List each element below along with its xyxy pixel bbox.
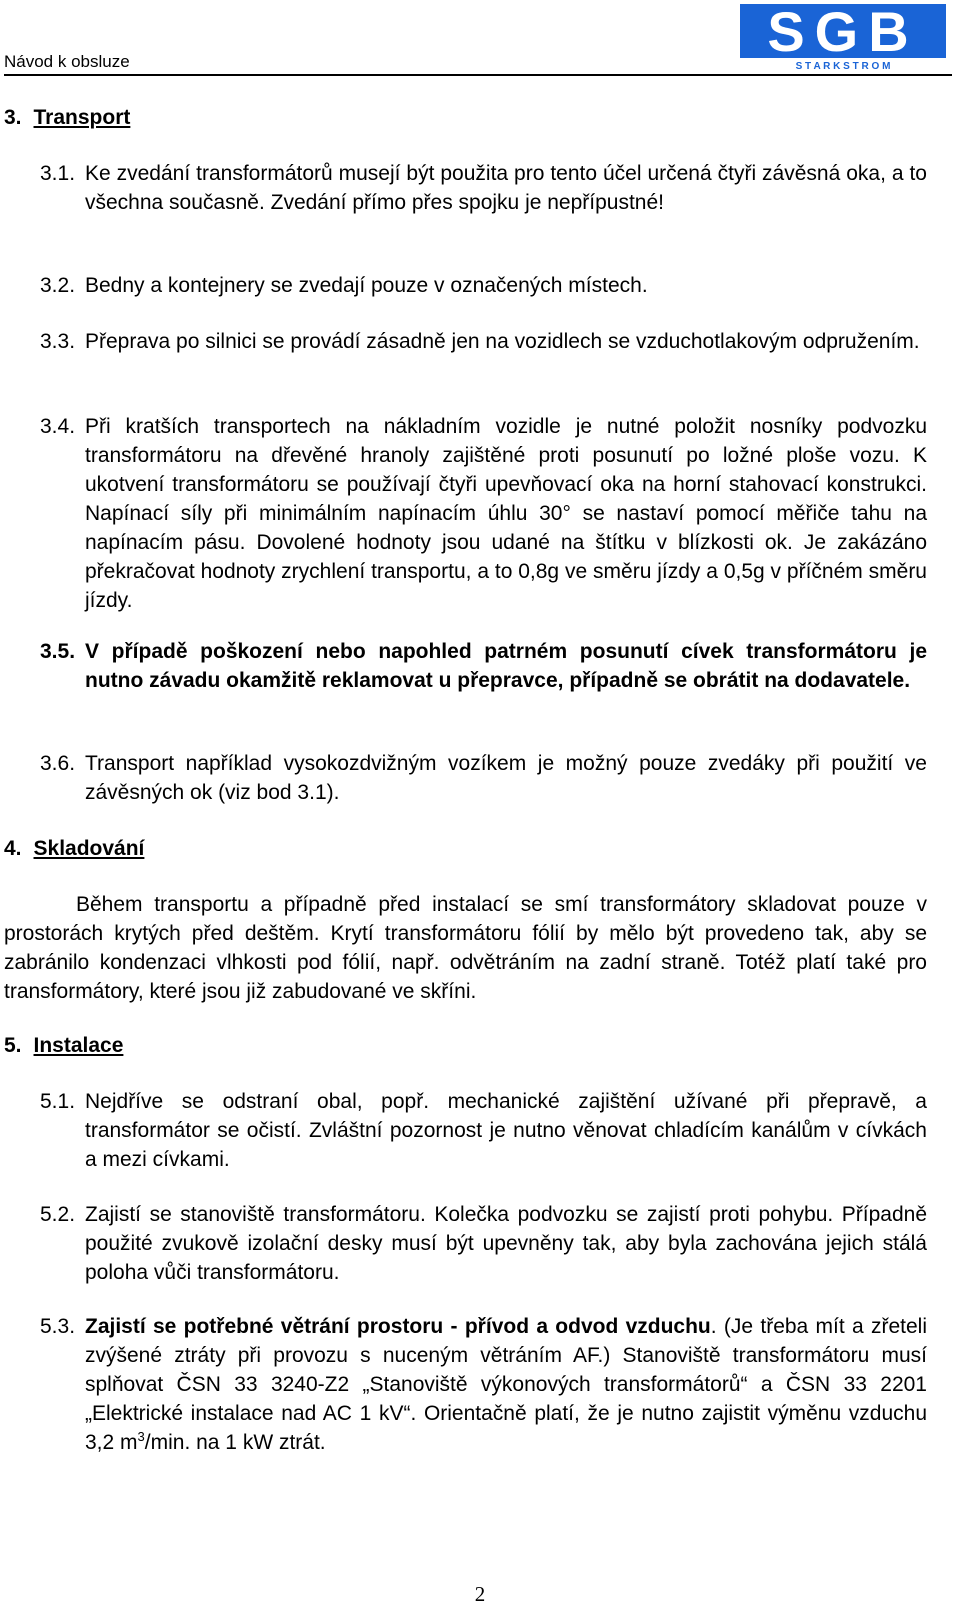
svg-text:S T A R K S T R O M: S T A R K S T R O M [795, 61, 891, 71]
item-text: Bedny a kontejnery se zvedají pouze v označených místech. [85, 274, 648, 297]
page-header [0, 0, 960, 80]
item-number: 5.1. [40, 1090, 76, 1113]
item-number: 3.2. [40, 274, 76, 297]
section-heading-skladovani [4, 834, 144, 863]
item-text [85, 1312, 927, 1457]
warning-text: V případě poškození nebo napohled patrném posunutí cívek transformátoru je nutno závadu okamžitě reklamovat u přepravce, případně se obrátit na dodavatele. [85, 640, 927, 692]
item-text: Nejdříve se odstraní obal, popř. mechanické zajištění užívané při přepravě, a transformátor se očistí. Zvláštní pozornost je nutno věnovat chladícím kanálům v cívkách a mezi cívkami. [85, 1090, 927, 1171]
item-number: 3.4. [40, 415, 76, 438]
item-text: Ke zvedání transformátorů musejí být použita pro tento účel určená čtyři závěsná oka, a to všechna současně. Zvedání přímo přes spojku je nepřípustné! [85, 162, 927, 214]
ventilation-details-end: /min. na 1 kW ztrát. [144, 1431, 326, 1454]
item-text: Transport například vysokozdvižným vozíkem je možný pouze zvedáky při použití ve závěsných ok (viz bod 3.1). [85, 752, 927, 804]
section-heading-transport [4, 103, 130, 132]
item-number: 3.5. [40, 640, 76, 663]
item-text: Zajistí se stanoviště transformátoru. Kolečka podvozku se zajistí proti pohybu. Případně použité zvukově izolační desky musí být upevněny tak, aby byla zachována jejich stálá poloha vůči transformátoru. [85, 1203, 927, 1284]
item-number: 5.2. [40, 1203, 76, 1226]
item-number: 3.1. [40, 162, 76, 185]
ventilation-requirement: Zajistí se potřebné větrání prostoru - přívod a odvod vzduchu [85, 1315, 711, 1338]
svg-text:SGB: SGB [767, 4, 919, 63]
section-title: Instalace [33, 1034, 124, 1057]
item-number: 5.3. [40, 1315, 76, 1338]
section-number: 3. [4, 106, 22, 129]
section-heading-instalace [4, 1031, 123, 1060]
item-number: 3.6. [40, 752, 76, 775]
section-number: 5. [4, 1034, 22, 1057]
sgb-starkstrom-logo [740, 4, 946, 71]
section-title: Skladování [33, 837, 145, 860]
storage-paragraph: Během transportu a případně před instalací se smí transformátory skladovat pouze v prostorách krytých před deštěm. Krytí transformátoru fólií by mělo být provedeno tak, aby se zabránilo kondenzaci vlhkosti pod fólií, např. odvětráním na zadní straně. Totéž platí také pro transformátory, které jsou již zabudované ve skříni. [4, 893, 927, 1003]
header-divider [4, 74, 952, 76]
section-number: 4. [4, 837, 22, 860]
page-number: 2 [474, 1582, 486, 1606]
item-text: Přeprava po silnici se provádí zásadně jen na vozidlech se vzduchotlakovým odpružením. [85, 330, 920, 353]
section-title: Transport [33, 106, 131, 129]
item-text: Při kratších transportech na nákladním vozidle je nutné položit nosníky podvozku transformátoru na dřevěné hranoly zajištěné proti posunutí po ložné ploše vozu. K ukotvení transformátoru se používají čtyři upevňovací oka na horní stahovací konstrukci. Napínací síly při minimálním napínacím úhlu 30° se nastaví pomocí měřiče tahu na napínacím pásu. Dovolené hodnoty jsou udané na štítku v blízkosti ok. Je zakázáno překračovat hodnoty zrychlení transportu, a to 0,8g ve směru jízdy a 0,5g v příčném směru jízdy. [85, 415, 927, 612]
superscript-exponent: 3 [137, 1429, 145, 1444]
item-number: 3.3. [40, 330, 76, 353]
ventilation-details: . (Je třeba mít a zřeteli zvýšené ztráty při provozu s nuceným větráním AF.) Stanoviště transformátoru musí splňovat ČSN 33 3240-Z2 „Stanoviště výkonových transformátorů“ a ČSN 33 2201 „Elektrické instalace nad AC 1 kV“. Orientačně platí, že je nutno zajistit výměnu vzduchu 3,2 m [85, 1315, 927, 1454]
document-title: Návod k obsluze [4, 52, 130, 71]
